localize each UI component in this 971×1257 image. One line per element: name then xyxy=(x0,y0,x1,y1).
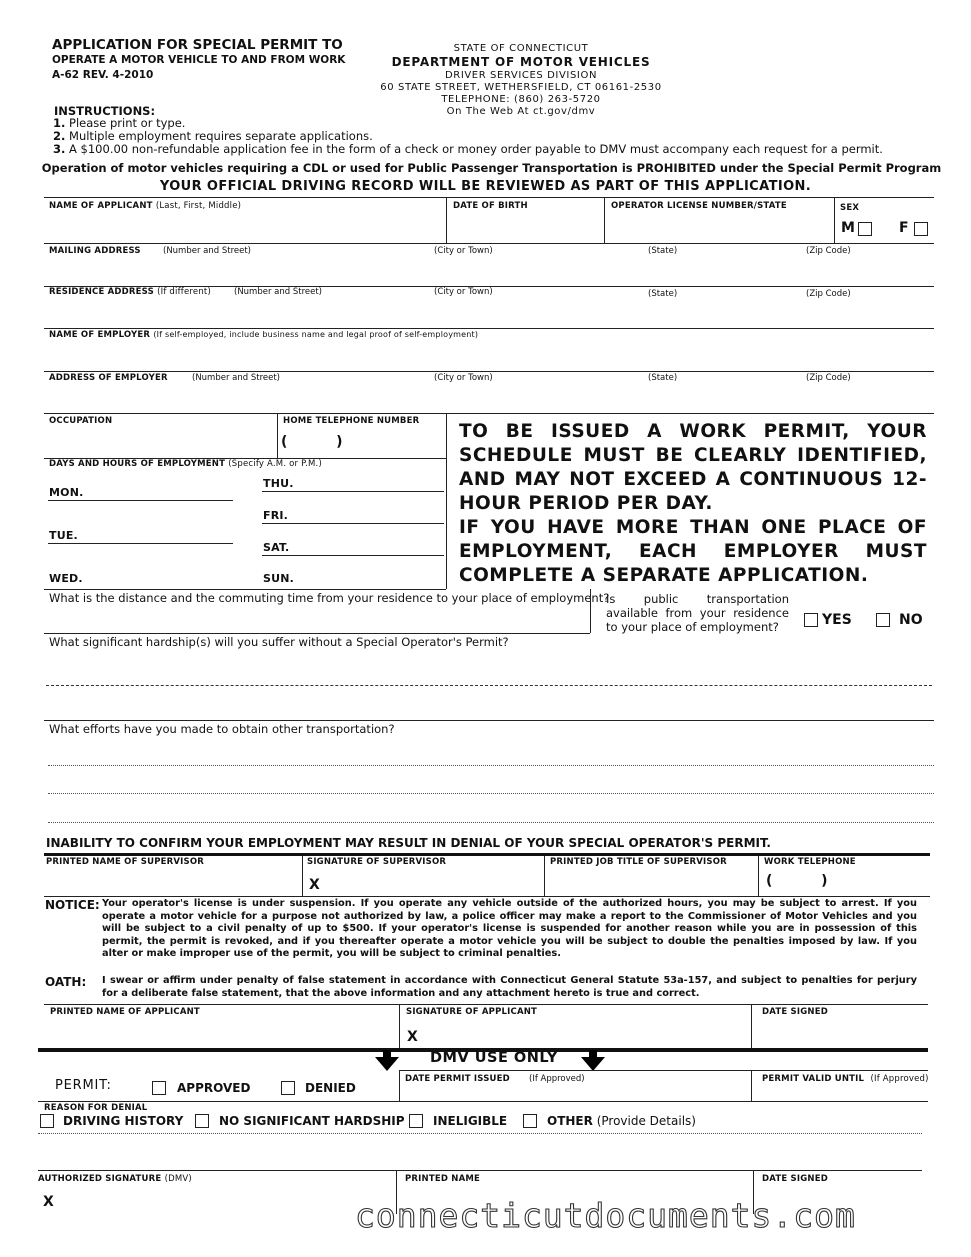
public-transport-question: Is public transportation available from your residence to your place of employment? xyxy=(606,592,789,634)
date-issued-note: (If Approved) xyxy=(529,1074,585,1084)
down-arrow-icon xyxy=(375,1057,399,1071)
home-phone-label: HOME TELEPHONE NUMBER xyxy=(283,416,420,426)
valid-until-label: PERMIT VALID UNTIL (If Approved) xyxy=(762,1074,929,1084)
applicant-date-label: DATE SIGNED xyxy=(762,1007,828,1017)
employer-city-hint: (City or Town) xyxy=(434,373,493,383)
agency-telephone: TELEPHONE: (860) 263-5720 xyxy=(441,94,601,105)
day-mon-field[interactable] xyxy=(48,500,233,501)
efforts-answer-line-2[interactable] xyxy=(48,793,934,794)
mailing-city-hint: (City or Town) xyxy=(434,246,493,256)
work-permit-notice xyxy=(459,420,927,588)
residence-city-hint: (City or Town) xyxy=(434,287,493,297)
agency-division: DRIVER SERVICES DIVISION xyxy=(444,70,598,81)
authorized-signature-label: AUTHORIZED SIGNATURE (DMV) xyxy=(38,1174,192,1184)
employer-address-label: ADDRESS OF EMPLOYER xyxy=(49,373,168,383)
mailing-street-hint: (Number and Street) xyxy=(163,246,252,256)
day-thu-field[interactable] xyxy=(262,491,444,492)
residence-address-label: RESIDENCE ADDRESS (If different) xyxy=(49,287,211,297)
employer-name-field[interactable] xyxy=(48,343,932,369)
mailing-address-label: MAILING ADDRESS xyxy=(49,246,141,256)
date-issued-field[interactable] xyxy=(403,1086,747,1100)
supervisor-signature-label: SIGNATURE OF SUPERVISOR xyxy=(307,857,447,867)
permit-approved-label: APPROVED xyxy=(177,1081,251,1095)
supervisor-name-label: PRINTED NAME OF SUPERVISOR xyxy=(46,857,205,867)
valid-until-field[interactable] xyxy=(758,1086,926,1100)
hardship-question: What significant hardship(s) will you suffer without a Special Operator's Permit? xyxy=(49,635,509,649)
residence-street-hint: (Number and Street) xyxy=(234,287,323,297)
ineligible-checkbox[interactable] xyxy=(409,1114,423,1128)
agency-block xyxy=(370,43,672,118)
employer-name-label: NAME OF EMPLOYER (If self-employed, include business name and legal proof of self-employment) xyxy=(49,330,479,340)
supervisor-signature-field[interactable]: X xyxy=(309,877,320,893)
permit-label: PERMIT: xyxy=(55,1078,112,1093)
reason-for-denial-label: REASON FOR DENIAL xyxy=(44,1103,148,1113)
name-of-applicant-label: NAME OF APPLICANT (Last, First, Middle) xyxy=(49,201,242,211)
mailing-state-hint: (State) xyxy=(648,246,678,256)
day-thu-label: THU. xyxy=(263,477,294,490)
mailing-address-field[interactable] xyxy=(48,258,932,284)
public-transport-yes-label: YES xyxy=(822,612,852,628)
instructions-list xyxy=(53,117,883,156)
other-label: OTHER (Provide Details) xyxy=(547,1114,696,1128)
employer-state-hint: (State) xyxy=(648,373,678,383)
agency-web: On The Web At ct.gov/dmv xyxy=(446,106,596,117)
license-number-field[interactable] xyxy=(608,214,830,241)
applicant-name-field[interactable] xyxy=(48,1020,396,1044)
days-hours-label: DAYS AND HOURS OF EMPLOYMENT (Specify A.M. or P.M.) xyxy=(49,459,322,469)
instructions-title: INSTRUCTIONS: xyxy=(54,104,156,118)
agency-name: DEPARTMENT OF MOTOR VEHICLES xyxy=(391,55,651,69)
distance-question: What is the distance and the commuting time from your residence to your place of employment? xyxy=(49,591,610,605)
day-sat-field[interactable] xyxy=(262,555,444,556)
sex-label: SEX xyxy=(840,203,860,213)
public-transport-yes-checkbox[interactable] xyxy=(804,613,818,627)
watermark: connecticutdocuments.com xyxy=(355,1196,856,1235)
down-arrow-icon xyxy=(581,1057,605,1071)
employer-street-hint: (Number and Street) xyxy=(192,373,281,383)
day-tue-field[interactable] xyxy=(48,543,233,544)
efforts-answer-line-3[interactable] xyxy=(48,822,934,823)
date-of-birth-field[interactable] xyxy=(450,214,600,241)
home-phone-field[interactable]: ( ) xyxy=(281,434,343,450)
form-number: A-62 REV. 4-2010 xyxy=(52,69,154,81)
sex-male-checkbox[interactable] xyxy=(858,222,872,236)
efforts-answer-line-1[interactable] xyxy=(48,765,934,766)
supervisor-title-field[interactable] xyxy=(548,870,754,894)
employment-confirmation-warning: INABILITY TO CONFIRM YOUR EMPLOYMENT MAY RESULT IN DENIAL OF YOUR SPECIAL OPERATOR'S PERMIT. xyxy=(46,836,771,850)
day-sat-label: SAT. xyxy=(263,541,290,554)
sex-female-checkbox[interactable] xyxy=(914,222,928,236)
schedule-requirement: TO BE ISSUED A WORK PERMIT, YOUR SCHEDULE MUST BE CLEARLY IDENTIFIED, AND MAY NOT EXCEED A CONTINUOUS 12-HOUR PERIOD PER DAY. xyxy=(459,421,927,514)
instruction-item: 2. Multiple employment requires separate applications. xyxy=(53,129,373,143)
public-transport-no-checkbox[interactable] xyxy=(876,613,890,627)
residence-address-field[interactable] xyxy=(48,300,932,326)
date-issued-label: DATE PERMIT ISSUED xyxy=(405,1074,510,1084)
driving-record-notice: YOUR OFFICIAL DRIVING RECORD WILL BE REVIEWED AS PART OF THIS APPLICATION. xyxy=(159,179,812,194)
applicant-signature-field[interactable]: X xyxy=(407,1029,418,1045)
work-telephone-label: WORK TELEPHONE xyxy=(764,857,856,867)
day-fri-label: FRI. xyxy=(263,509,289,522)
mailing-zip-hint: (Zip Code) xyxy=(806,246,851,256)
permit-denied-checkbox[interactable] xyxy=(281,1081,295,1095)
license-number-label: OPERATOR LICENSE NUMBER/STATE xyxy=(611,201,787,211)
other-checkbox[interactable] xyxy=(523,1114,537,1128)
employer-zip-hint: (Zip Code) xyxy=(806,373,851,383)
residence-state-hint: (State) xyxy=(648,289,678,299)
authorized-signature-field[interactable]: X xyxy=(43,1194,54,1210)
dmv-use-only-title: DMV USE ONLY xyxy=(430,1050,558,1066)
notice-text: Your operator's license is under suspension. If you operate any vehicle outside of the authorized hours, you may be subject to arrest. If you operate a motor vehicle for a purpose not authorized by law, a police officer may make a report to the Commissioner of Motor Vehicles and you will be subject to a civil penalty of up to $500. If your operator's license is suspended for another reason while you are in possession of this permit, the permit is revoked, and if you thereafter operate a motor vehicle you will be subject to double the penalties imposed by law. If you alter or make improper use of the permit, you will be subject to criminal penalties. xyxy=(102,898,917,960)
agency-state: STATE OF CONNECTICUT xyxy=(453,43,589,54)
notice-label: NOTICE: xyxy=(45,898,100,912)
day-tue-label: TUE. xyxy=(49,529,78,542)
public-transport-no-label: NO xyxy=(899,612,923,628)
instruction-item: 3. A $100.00 non-refundable application fee in the form of a check or money order payable to DMV must accompany each request for a permit. xyxy=(53,142,883,156)
occupation-label: OCCUPATION xyxy=(49,416,113,426)
occupation-field[interactable] xyxy=(48,428,273,455)
permit-approved-checkbox[interactable] xyxy=(152,1081,166,1095)
efforts-question: What efforts have you made to obtain other transportation? xyxy=(49,722,395,736)
sex-male-label: M xyxy=(841,220,855,236)
applicant-date-field[interactable] xyxy=(758,1020,928,1044)
denial-details-field[interactable] xyxy=(40,1136,924,1168)
dmv-printed-name-label: PRINTED NAME xyxy=(405,1174,481,1184)
day-sun-label: SUN. xyxy=(263,572,295,585)
permit-denied-label: DENIED xyxy=(305,1081,356,1095)
agency-address: 60 STATE STREET, WETHERSFIELD, CT 06161-2530 xyxy=(380,82,662,93)
day-wed-label: WED. xyxy=(49,572,83,585)
supervisor-name-field[interactable] xyxy=(46,870,298,894)
sex-female-label: F xyxy=(899,220,909,236)
day-mon-label: MON. xyxy=(49,486,84,499)
form-subtitle: OPERATE A MOTOR VEHICLE TO AND FROM WORK xyxy=(52,54,346,66)
oath-label: OATH: xyxy=(45,975,87,989)
driving-history-checkbox[interactable] xyxy=(40,1114,54,1128)
applicant-name-label: PRINTED NAME OF APPLICANT xyxy=(50,1007,200,1017)
no-hardship-checkbox[interactable] xyxy=(195,1114,209,1128)
cdl-prohibited-notice: Operation of motor vehicles requiring a CDL or used for Public Passenger Transportation is PROHIBITED under the Special Permit Program xyxy=(41,161,942,175)
work-telephone-field[interactable]: ( ) xyxy=(766,873,828,889)
distance-answer-field[interactable] xyxy=(44,633,590,634)
form-title: APPLICATION FOR SPECIAL PERMIT TO xyxy=(52,37,343,53)
dmv-date-signed-label: DATE SIGNED xyxy=(762,1174,828,1184)
instruction-item: 1. Please print or type. xyxy=(53,116,186,130)
driving-history-label: DRIVING HISTORY xyxy=(63,1114,184,1128)
separate-application-requirement: IF YOU HAVE MORE THAN ONE PLACE OF EMPLOYMENT, EACH EMPLOYER MUST COMPLETE A SEPARATE APPLICATION. xyxy=(459,517,927,586)
no-hardship-label: NO SIGNIFICANT HARDSHIP xyxy=(219,1114,405,1128)
hardship-answer-line[interactable] xyxy=(46,685,932,686)
ineligible-label: INELIGIBLE xyxy=(433,1114,508,1128)
supervisor-title-label: PRINTED JOB TITLE OF SUPERVISOR xyxy=(550,857,727,867)
oath-text: I swear or affirm under penalty of false statement in accordance with Connecticut General Statute 53a-157, and subject to penalties for perjury for a deliberate false statement, that the above information and any attachment hereto is true and correct. xyxy=(102,975,917,999)
residence-zip-hint: (Zip Code) xyxy=(806,289,851,299)
employer-address-field[interactable] xyxy=(48,385,932,411)
applicant-signature-label: SIGNATURE OF APPLICANT xyxy=(406,1007,538,1017)
day-fri-field[interactable] xyxy=(262,523,444,524)
name-of-applicant-field[interactable] xyxy=(48,214,442,241)
date-of-birth-label: DATE OF BIRTH xyxy=(453,201,528,211)
